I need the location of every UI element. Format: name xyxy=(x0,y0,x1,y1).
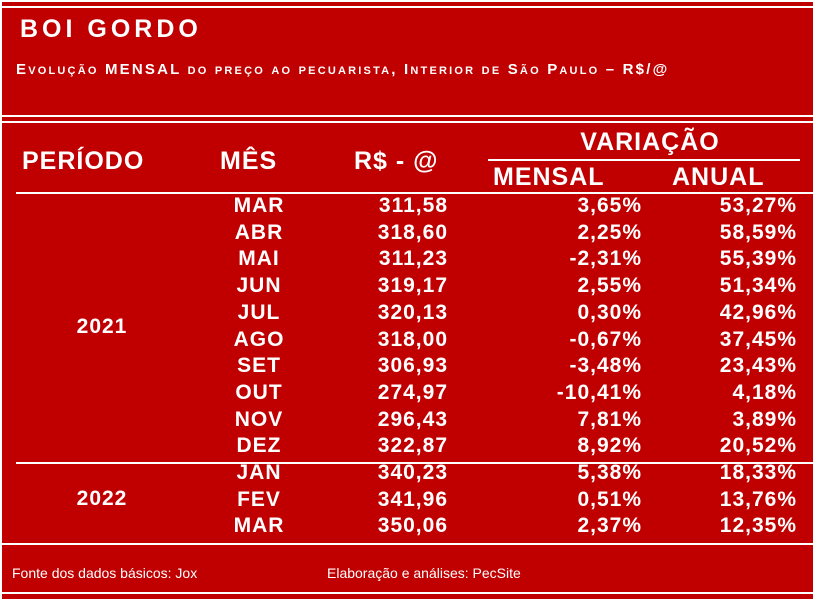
price-table-card xyxy=(2,2,813,599)
cell-preco: 320,13 xyxy=(377,300,448,324)
cell-anual: 3,89% xyxy=(732,407,797,431)
cell-mes: JUN xyxy=(236,274,282,298)
cell-anual: 23,43% xyxy=(719,354,797,378)
cell-anual: 53,27% xyxy=(719,194,797,217)
cell-preco: 311,58 xyxy=(378,194,448,217)
table-row xyxy=(2,327,813,354)
group-year-2022: 2022 xyxy=(76,487,128,510)
table-row xyxy=(2,380,813,407)
table-row xyxy=(2,300,813,327)
group-year-2021: 2021 xyxy=(76,315,128,338)
cell-anual: 42,96% xyxy=(719,300,797,324)
cell-mes: SET xyxy=(237,354,281,378)
cell-mes: OUT xyxy=(235,380,283,404)
cell-mensal: -0,67% xyxy=(569,327,642,351)
cell-preco: 350,06 xyxy=(377,514,448,538)
cell-anual: 4,18% xyxy=(732,380,797,404)
cell-mes: MAI xyxy=(238,247,280,271)
cell-mensal: 5,38% xyxy=(577,461,642,484)
header-mensal: MENSAL xyxy=(493,163,605,191)
table-row xyxy=(2,407,813,434)
cell-mes: MAR xyxy=(233,514,285,538)
cell-preco: 296,43 xyxy=(377,407,448,431)
cell-mes: ABR xyxy=(234,220,284,244)
table-row xyxy=(2,220,813,247)
cell-preco: 341,96 xyxy=(377,487,448,511)
cell-anual: 37,45% xyxy=(719,327,797,351)
cell-mensal: -10,41% xyxy=(556,380,642,404)
footer-rule xyxy=(2,543,813,545)
cell-anual: 58,59% xyxy=(719,220,797,244)
cell-anual: 12,35% xyxy=(719,514,797,538)
header-preco: R$ - @ xyxy=(354,147,439,175)
cell-preco: 340,23 xyxy=(377,461,448,484)
subtitle-text: Evolução MENSAL do preço ao pecuarista, Interior de São Paulo – R$/@ xyxy=(16,61,670,78)
header-mes: MÊS xyxy=(220,147,278,175)
subtitle-rule-2 xyxy=(2,121,813,123)
cell-mes: AGO xyxy=(233,327,285,351)
cell-mes: JUL xyxy=(237,300,281,324)
cell-mensal: 2,37% xyxy=(577,514,642,538)
variacao-underline xyxy=(488,159,800,161)
table-row xyxy=(2,353,813,380)
bottom-rule xyxy=(2,592,813,594)
footer-credits: Elaboração e análises: PecSite xyxy=(327,565,521,581)
cell-preco: 306,93 xyxy=(377,354,448,378)
cell-mensal: -3,48% xyxy=(569,354,642,378)
table-row xyxy=(2,246,813,273)
cell-mes: NOV xyxy=(234,407,284,431)
table-row xyxy=(2,487,813,514)
cell-mensal: 2,25% xyxy=(577,220,642,244)
cell-preco: 274,97 xyxy=(377,380,448,404)
cell-preco: 322,87 xyxy=(377,434,448,458)
cell-anual: 20,52% xyxy=(719,434,797,458)
table-row xyxy=(2,433,813,460)
cell-preco: 318,00 xyxy=(377,327,448,351)
top-rule xyxy=(2,6,813,8)
cell-mensal: 0,30% xyxy=(577,300,642,324)
header-periodo: PERÍODO xyxy=(22,147,145,175)
cell-mes: JAN xyxy=(236,461,282,484)
table-row xyxy=(2,273,813,300)
page-title: BOI GORDO xyxy=(20,15,202,43)
table-row xyxy=(2,460,813,487)
cell-mensal: 8,92% xyxy=(577,434,642,458)
cell-anual: 51,34% xyxy=(719,274,797,298)
table-row xyxy=(2,193,813,220)
cell-mensal: -2,31% xyxy=(569,247,642,271)
header-anual: ANUAL xyxy=(672,163,765,191)
cell-mensal: 0,51% xyxy=(577,487,642,511)
header-variacao: VARIAÇÃO xyxy=(580,128,720,156)
subtitle-rule-1 xyxy=(2,115,813,117)
footer-source: Fonte dos dados básicos: Jox xyxy=(12,565,198,581)
cell-mensal: 2,55% xyxy=(577,274,642,298)
cell-mes: MAR xyxy=(233,194,285,217)
table-row xyxy=(2,513,813,540)
cell-anual: 18,33% xyxy=(719,461,797,484)
cell-anual: 13,76% xyxy=(719,487,797,511)
cell-preco: 318,60 xyxy=(377,220,448,244)
cell-mes: FEV xyxy=(237,487,281,511)
cell-mes: DEZ xyxy=(236,434,282,458)
cell-anual: 55,39% xyxy=(719,247,797,271)
cell-preco: 319,17 xyxy=(377,274,448,298)
cell-preco: 311,23 xyxy=(378,247,448,271)
cell-mensal: 7,81% xyxy=(577,407,642,431)
subtitle xyxy=(16,58,776,81)
cell-mensal: 3,65% xyxy=(577,194,642,217)
